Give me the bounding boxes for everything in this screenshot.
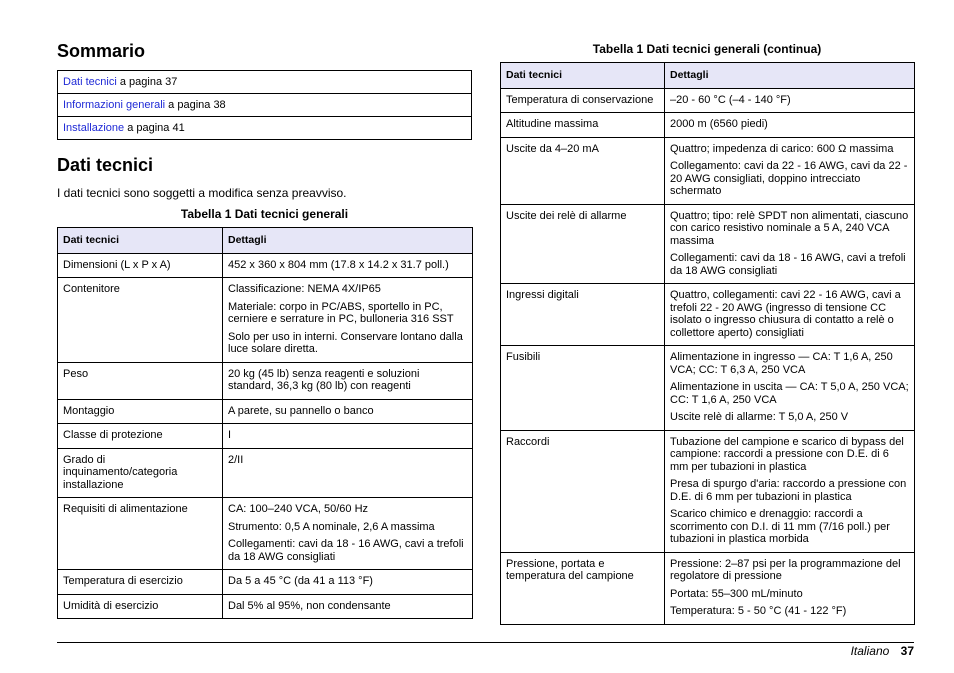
spec-detail-line: Portata: 55–300 mL/minuto [670, 587, 803, 600]
spec-detail-line: Classificazione: NEMA 4X/IP65 [228, 283, 381, 295]
spec-details [223, 424, 473, 449]
spec-detail-line: Alimentazione in ingresso — CA: T 1,6 A, 250 VCA; CC: T 6,3 A, 250 VCA [670, 351, 893, 376]
spec-details [223, 594, 473, 619]
spec-label: Fusibili [501, 346, 665, 431]
spec-detail-line: 20 kg (45 lb) senza reagenti e soluzioni standard, 36,3 kg (80 lb) con reagenti [228, 367, 420, 392]
table-row [501, 284, 915, 346]
spec-details [223, 448, 473, 498]
spec-details [665, 88, 915, 113]
toc-entry [58, 117, 472, 140]
spec-label: Temperatura di conservazione [501, 88, 665, 113]
table-row [58, 570, 473, 595]
toc-link[interactable]: Informazioni generali [63, 98, 166, 111]
spec-detail-line: Collegamenti: cavi da 18 - 16 AWG, cavi a trefoli da 18 AWG consigliati [228, 538, 464, 563]
spec-detail-line: Temperatura: 5 - 50 °C (41 - 122 °F) [670, 605, 847, 617]
spec-detail-line: Collegamenti: cavi da 18 - 16 AWG, cavi a trefoli da 18 AWG consigliati [670, 252, 906, 277]
spec-detail-line: 2/II [228, 453, 244, 466]
spec-details [665, 204, 915, 284]
spec-detail-line: 452 x 360 x 804 mm (17.8 x 14.2 x 31.7 poll.) [228, 258, 449, 271]
spec-details [665, 113, 915, 138]
spec-detail-line: Quattro, collegamenti: cavi 22 - 16 AWG, cavi a trefoli 22 - 20 AWG (ingresso di tensione CC isolato o ingresso chiusura di contatto a relè o collettore aperto) consigliati [670, 289, 901, 339]
column-header-specs: Dati tecnici [501, 63, 665, 89]
section-title: Dati tecnici [57, 155, 154, 175]
table-row [58, 594, 473, 619]
table-caption: Tabella 1 Dati tecnici generali [180, 207, 349, 221]
spec-detail-line: Pressione: 2–87 psi per la programmazione del regolatore di pressione [670, 557, 901, 582]
spec-details [223, 570, 473, 595]
spec-label: Grado di inquinamento/categoria installazione [58, 448, 223, 498]
spec-label: Uscite da 4–20 mA [501, 137, 665, 204]
spec-label: Raccordi [501, 430, 665, 552]
spec-detail-line: Collegamento: cavi da 22 - 16 AWG, cavi da 22 - 20 AWG consigliati, doppino intrecciato schermato [670, 160, 908, 197]
spec-details [223, 278, 473, 363]
spec-label: Classe di protezione [58, 424, 223, 449]
table-row [58, 424, 473, 449]
table-of-contents [57, 70, 472, 140]
table-row [58, 399, 473, 424]
spec-detail-line: Scarico chimico e drenaggio: raccordi a scorrimento con D.I. di 11 mm (7/16 poll.) per tubazioni in plastica morbida [670, 508, 890, 545]
table-row [58, 362, 473, 399]
column-header-details: Dettagli [223, 228, 473, 254]
column-header-specs: Dati tecnici [58, 228, 223, 254]
table-row [501, 113, 915, 138]
spec-detail-line: 2000 m (6560 piedi) [670, 118, 768, 130]
toc-page-ref: a pagina 41 [124, 121, 185, 134]
spec-detail-line: Alimentazione in uscita — CA: T 5,0 A, 250 VCA; CC: T 1,6 A, 250 VCA [670, 381, 909, 406]
spec-label: Umidità di esercizio [58, 594, 223, 619]
spec-detail-line: A parete, su pannello o banco [228, 404, 374, 417]
toc-page-ref: a pagina 37 [116, 75, 178, 88]
specs-table-continued [500, 62, 915, 625]
table-row [501, 346, 915, 431]
toc-row [58, 94, 472, 117]
spec-label: Pressione, portata e temperatura del campione [501, 552, 665, 624]
spec-detail-line: Quattro; impedenza di carico: 600 Ω massima [670, 142, 894, 155]
spec-label: Uscite dei relè di allarme [501, 204, 665, 284]
spec-details [223, 253, 473, 278]
spec-label: Montaggio [58, 399, 223, 424]
table-caption-continued: Tabella 1 Dati tecnici generali (continua) [592, 42, 822, 56]
spec-detail-line: Dal 5% al 95%, non condensante [228, 599, 391, 612]
toc-row [58, 117, 472, 140]
spec-label: Peso [58, 362, 223, 399]
spec-detail-line: Solo per uso in interni. Conservare lontano dalla luce solare diretta. [228, 330, 463, 355]
spec-details [665, 552, 915, 624]
table-row [58, 278, 473, 363]
spec-details [665, 284, 915, 346]
spec-detail-line: Materiale: corpo in PC/ABS, sportello in PC, cerniere e serrature in PC, bulloneria 316 SST [228, 300, 454, 325]
specs-table [57, 227, 473, 619]
spec-details [665, 430, 915, 552]
table-row [501, 430, 915, 552]
spec-label: Dimensioni (L x P x A) [58, 253, 223, 278]
table-row [501, 204, 915, 284]
spec-label: Contenitore [58, 278, 223, 363]
toc-link[interactable]: Dati tecnici [63, 75, 117, 88]
intro-text: I dati tecnici sono soggetti a modifica senza preavviso. [57, 186, 347, 200]
footer-divider [57, 642, 914, 643]
spec-label: Temperatura di esercizio [58, 570, 223, 595]
page-number: 37 [900, 644, 914, 658]
spec-detail-line: Quattro; tipo: relè SPDT non alimentati, ciascuno con carico resistivo nominale a 5 A, 240 VCA massima [670, 209, 909, 247]
spec-details [665, 346, 915, 431]
page-footer [851, 644, 914, 658]
toc-entry [58, 71, 472, 94]
table-row [501, 137, 915, 204]
spec-detail-line: –20 - 60 °C (–4 - 140 °F) [670, 93, 791, 106]
table-row [58, 448, 473, 498]
toc-row [58, 71, 472, 94]
table-row [58, 253, 473, 278]
spec-detail-line: Da 5 a 45 °C (da 41 a 113 °F) [228, 575, 373, 587]
spec-details [223, 399, 473, 424]
toc-page-ref: a pagina 38 [165, 98, 226, 111]
table-row [501, 88, 915, 113]
spec-detail-line: Presa di spurgo d'aria: raccordo a pressione con D.E. di 6 mm per tubazioni in plastica [670, 478, 907, 503]
toc-entry [58, 94, 472, 117]
spec-details [665, 137, 915, 204]
spec-detail-line: CA: 100–240 VCA, 50/60 Hz [228, 503, 369, 515]
spec-detail-line: Strumento: 0,5 A nominale, 2,6 A massima [228, 520, 435, 533]
spec-details [223, 498, 473, 570]
spec-label: Requisiti di alimentazione [58, 498, 223, 570]
spec-label: Ingressi digitali [501, 284, 665, 346]
column-header-details: Dettagli [665, 63, 915, 89]
table-row [501, 552, 915, 624]
spec-detail-line: Tubazione del campione e scarico di bypass del campione: raccordi a pressione con D.E. di 6 mm per tubazioni in plastica [670, 435, 904, 473]
summary-title: Sommario [57, 41, 146, 61]
spec-details [223, 362, 473, 399]
footer-language: Italiano [850, 644, 890, 658]
spec-label: Altitudine massima [501, 113, 665, 138]
toc-link[interactable]: Installazione [63, 121, 125, 134]
spec-detail-line: Uscite relè di allarme: T 5,0 A, 250 V [670, 411, 849, 423]
spec-detail-line: I [228, 429, 232, 441]
table-row [58, 498, 473, 570]
